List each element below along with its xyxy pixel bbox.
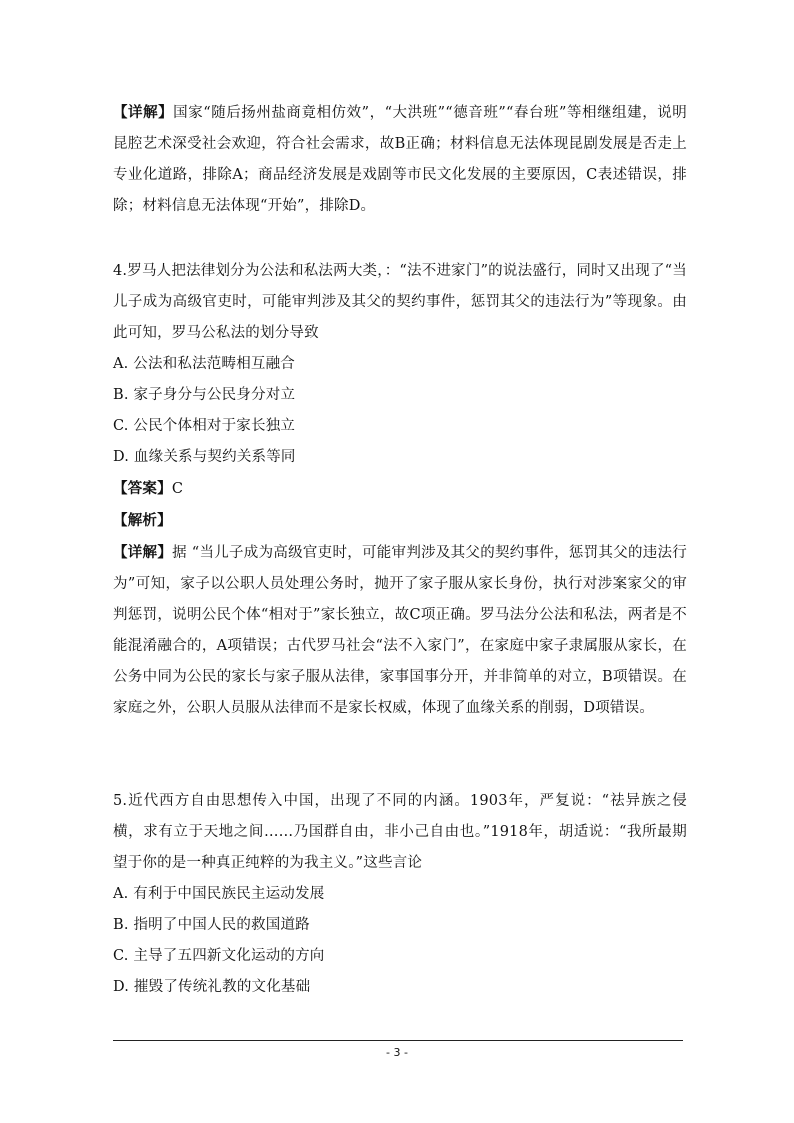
question-5-option-b: B. 指明了中国人民的救国道路	[113, 917, 310, 933]
q3-detail-paragraph	[113, 97, 687, 222]
question-4-answer	[113, 473, 687, 505]
footer-divider	[113, 1040, 683, 1041]
question-4-analysis-heading	[113, 505, 687, 537]
question-5-option-a: A. 有利于中国民族民主运动发展	[113, 886, 325, 902]
q3-detail-text: 国家“随后扬州盐商竟相仿效”，“大洪班”“德音班”“春台班”等相继组建，说明昆腔艺术深受社会欢迎，符合社会需求，故B正确；材料信息无法体现昆剧发展是否走上专业化道路，排除A；商品经济发展是戏剧等市民文化发展的主要原因，C表述错误，排除；材料信息无法体现“开始”，排除D。	[113, 105, 687, 214]
question-4	[113, 256, 687, 724]
question-4-answer-tag: 【答案】	[113, 480, 172, 497]
question-4-answer-value: C	[171, 481, 184, 497]
question-4-option-c: C. 公民个体相对于家长独立	[113, 418, 296, 434]
question-5	[113, 786, 687, 1003]
question-4-detail-text: 据 “当儿子成为高级官吏时，可能审判涉及其父的契约事件，惩罚其父的违法行为”可知，家子以公职人员处理公务时，抛开了家子服从家长身份，执行对涉案家父的审判惩罚，说明公民个体“相对于”家长独立，故C项正确。罗马法分公法和私法，两者是不能混淆融合的，A项错误；古代罗马社会“法不入家门”，在家庭中家子隶属服从家长，在公务中同为公民的家长与家子服从法律，家事国事分开，并非简单的对立，B项错误。在家庭之外，公职人员服从法律而不是家长权威，体现了血缘关系的削弱，D项错误。	[113, 545, 687, 716]
question-5-stem: 5.近代西方自由思想传入中国，出现了不同的内涵。1903年，严复说：“祛异族之侵横，求有立于天地之间……乃国群自由，非小己自由也。”1918年，胡适说：“我所最期望于你的是一种真正纯粹的为我主义。”这些言论	[113, 793, 687, 871]
question-4-option-b: B. 家子身分与公民身分对立	[113, 387, 296, 403]
question-4-stem: 4.罗马人把法律划分为公法和私法两大类，：“法不进家门”的说法盛行，同时又出现了“当儿子成为高级官吏时，可能审判涉及其父的契约事件，惩罚其父的违法行为”等现象。由此可知，罗马公私法的划分导致	[113, 263, 687, 341]
question-5-option-c: C. 主导了五四新文化运动的方向	[113, 948, 325, 964]
q3-detail-block	[113, 97, 687, 222]
q3-detail-tag: 【详解】	[113, 104, 174, 121]
question-5-option-d: D. 摧毁了传统礼教的文化基础	[113, 979, 311, 995]
question-4-detail-paragraph	[113, 537, 687, 724]
question-4-option-a: A. 公法和私法范畴相互融合	[113, 356, 295, 372]
question-4-analysis-tag: 【解析】	[113, 512, 172, 529]
question-4-option-d: D. 血缘关系与契约关系等同	[113, 449, 296, 465]
question-4-detail-tag: 【详解】	[113, 544, 173, 561]
page-number: - 3 -	[386, 1046, 408, 1059]
